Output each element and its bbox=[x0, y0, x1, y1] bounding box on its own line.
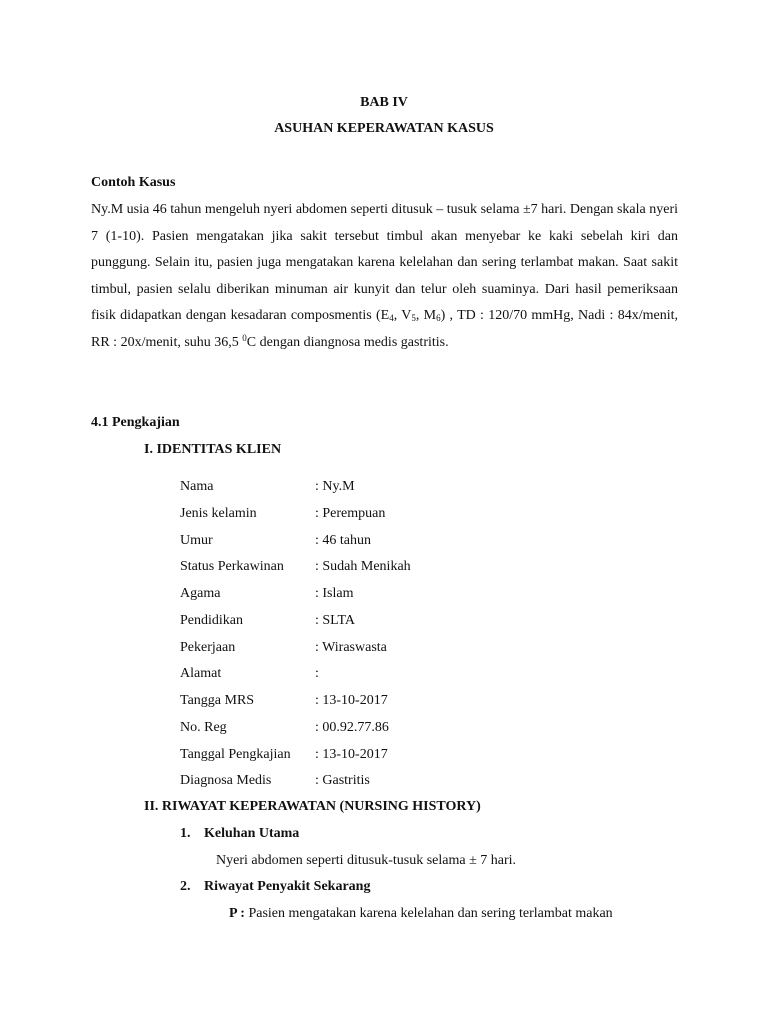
identitas-row-nama bbox=[180, 478, 411, 505]
identitas-value: : 46 tahun bbox=[315, 532, 371, 548]
identitas-key: Agama bbox=[180, 586, 221, 601]
identitas-key: Jenis kelamin bbox=[180, 505, 257, 521]
identitas-key: Pendidikan bbox=[180, 612, 243, 628]
gcs-v-subscript: 5 bbox=[411, 313, 416, 324]
identitas-value: : 13-10-2017 bbox=[315, 693, 388, 708]
identitas-value: : bbox=[315, 666, 319, 682]
identitas-value: : Islam bbox=[315, 586, 354, 601]
identitas-row-umur bbox=[180, 532, 411, 559]
identitas-value: : Ny.M bbox=[315, 479, 355, 494]
identitas-key: Tanggal Pengkajian bbox=[180, 746, 291, 762]
identitas-key: Pekerjaan bbox=[180, 639, 236, 655]
identitas-key: Umur bbox=[180, 532, 213, 548]
identitas-row-diagnosa-medis bbox=[180, 772, 411, 799]
identitas-key: Status Perkawinan bbox=[180, 559, 284, 575]
identitas-row-status-perkawinan bbox=[180, 558, 411, 585]
identitas-value: : 13-10-2017 bbox=[315, 746, 388, 762]
case-text-1: Ny.M usia 46 tahun mengeluh nyeri abdomen seperti ditusuk – tusuk selama ±7 hari. Dengan skala nyeri 7 (1-10). Pasien mengatakan jika sakit tersebut timbul akan menyebar ke kaki sebelah kiri dan punggung. Selain itu, pasien juga mengatakan karena kelelahan dan sering terlambat makan. Saat sakit timbul, pasien selalu diberikan minuman air kunyit dan telur oleh suaminya. Dari hasil pemeriksaan fisik didapatkan dengan kesadaran composmentis (E bbox=[91, 202, 678, 324]
keluhan-utama-heading bbox=[180, 826, 299, 842]
case-text-2: ) , TD : 120/70 mmHg, Nadi : 84x/menit, RR : 20x/menit, suhu 36,5 bbox=[91, 308, 678, 350]
identitas-row-tanggal-pengkajian bbox=[180, 746, 411, 773]
item-label: Keluhan Utama bbox=[204, 826, 300, 841]
identitas-row-pekerjaan bbox=[180, 639, 411, 666]
identitas-key: Diagnosa Medis bbox=[180, 773, 272, 789]
case-text-3: C dengan diangnosa medis gastritis. bbox=[246, 334, 449, 350]
identitas-value: : Sudah Menikah bbox=[315, 559, 411, 575]
identitas-key: Nama bbox=[180, 479, 214, 494]
p-text: Pasien mengatakan karena kelelahan dan sering terlambat makan bbox=[244, 906, 613, 921]
gcs-m-subscript: 6 bbox=[436, 313, 441, 324]
riwayat-heading: II. RIWAYAT KEPERAWATAN (NURSING HISTORY) bbox=[144, 799, 481, 814]
identitas-value: : 00.92.77.86 bbox=[315, 719, 389, 735]
gcs-e-subscript: 4 bbox=[389, 313, 394, 324]
degree-superscript: 0 bbox=[242, 332, 247, 343]
riwayat-penyakit-heading bbox=[180, 879, 370, 895]
keluhan-utama-text: Nyeri abdomen seperti ditusuk-tusuk selama ± 7 hari. bbox=[216, 853, 517, 868]
identitas-table bbox=[180, 478, 411, 799]
case-sep-2: , M bbox=[415, 308, 437, 324]
identitas-row-pendidikan bbox=[180, 612, 411, 639]
case-paragraph bbox=[91, 197, 678, 357]
case-sep-1: , V bbox=[393, 308, 412, 324]
chapter-title: BAB IV bbox=[360, 95, 408, 110]
item-number: 2. bbox=[180, 879, 191, 894]
item-number: 1. bbox=[180, 826, 191, 841]
identitas-heading: I. IDENTITAS KLIEN bbox=[144, 442, 282, 457]
identitas-row-agama bbox=[180, 585, 411, 612]
identitas-value: : Perempuan bbox=[315, 505, 386, 521]
chapter-subtitle: ASUHAN KEPERAWATAN KASUS bbox=[274, 121, 494, 136]
section-heading-pengkajian: 4.1 Pengkajian bbox=[91, 415, 180, 430]
identitas-key: Alamat bbox=[180, 666, 222, 682]
identitas-row-alamat bbox=[180, 665, 411, 692]
p-label: P : bbox=[229, 906, 245, 921]
item-label: Riwayat Penyakit Sekarang bbox=[204, 879, 371, 894]
identitas-row-tangga-mrs bbox=[180, 692, 411, 719]
identitas-value: : Wiraswasta bbox=[315, 639, 387, 655]
identitas-value: : Gastritis bbox=[315, 773, 370, 789]
riwayat-p-line bbox=[229, 906, 613, 922]
identitas-row-jenis-kelamin bbox=[180, 505, 411, 532]
identitas-key: No. Reg bbox=[180, 719, 227, 735]
identitas-row-no-reg bbox=[180, 719, 411, 746]
case-heading: Contoh Kasus bbox=[91, 175, 176, 190]
identitas-key: Tangga MRS bbox=[180, 693, 255, 708]
identitas-value: : SLTA bbox=[315, 612, 355, 628]
